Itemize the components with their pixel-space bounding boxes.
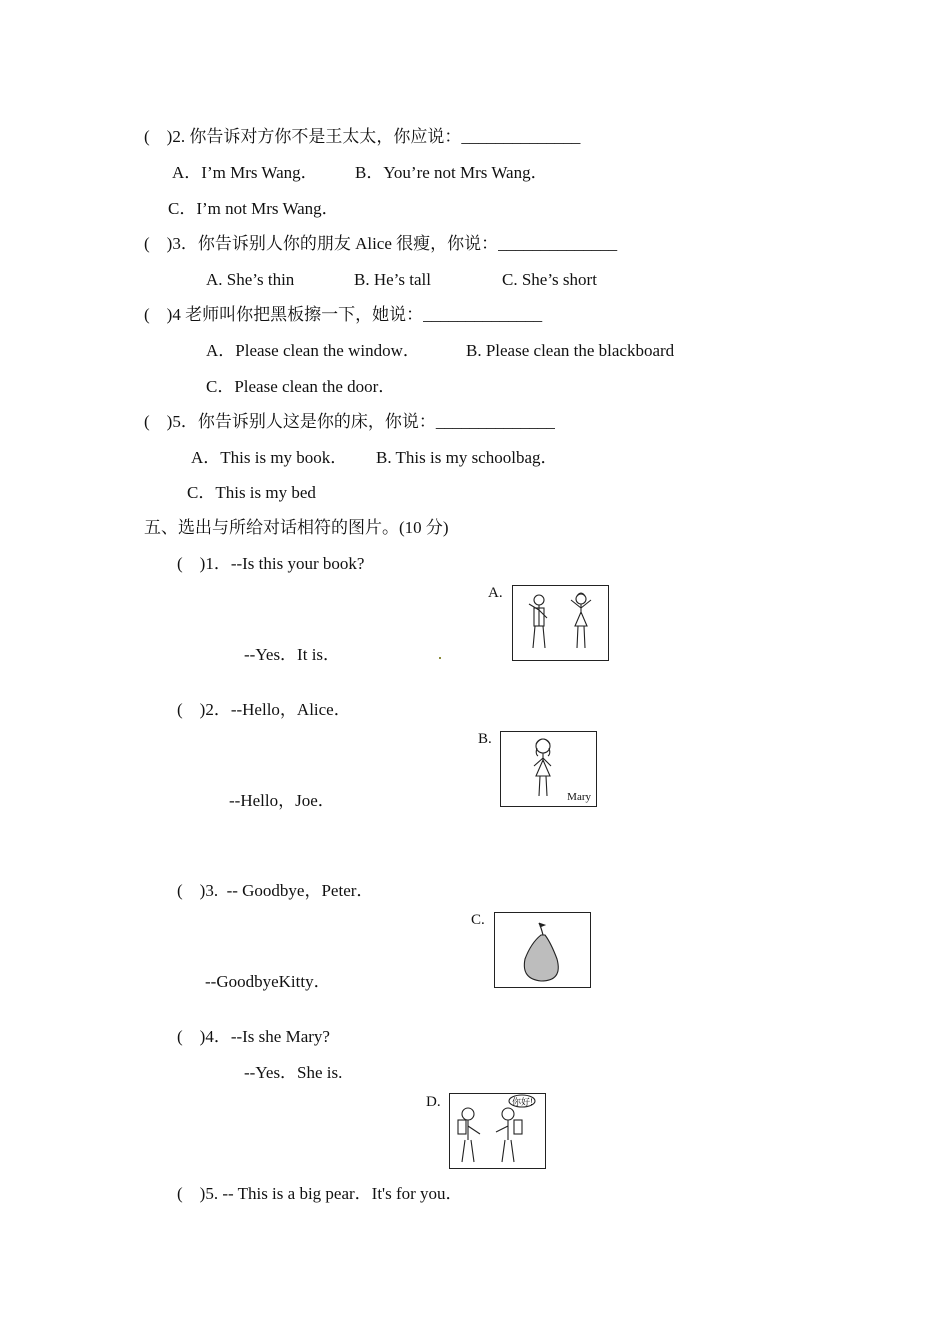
dialog-2-question: ( )2．--Hello，Alice．	[177, 700, 351, 719]
q3-option-b: B. He’s tall	[354, 270, 431, 289]
q5-option-c: C．This is my bed	[187, 483, 316, 502]
q3-option-c: C. She’s short	[502, 270, 597, 289]
dialog-3-question: ( )3. -- Goodbye，Peter．	[177, 881, 374, 900]
q4-option-b: B. Please clean the blackboard	[466, 341, 675, 360]
stray-dot	[439, 657, 441, 659]
speech-bubble: 你好!	[512, 1097, 533, 1107]
two-children-icon	[513, 586, 608, 660]
q4-option-a: A．Please clean the window．	[206, 341, 420, 360]
dialog-5-question: ( )5. -- This is a big pear．It's for you．	[177, 1184, 463, 1203]
dialog-1-question: ( )1．--Is this your book?	[177, 554, 365, 573]
mary-caption: Mary	[567, 791, 591, 803]
dialog-3-answer: --GoodbyeKitty．	[205, 972, 331, 991]
q2-option-b: B．You’re not Mrs Wang．	[355, 163, 548, 182]
picture-c-pear	[494, 912, 591, 988]
q2-option-a: A．I’m Mrs Wang．	[172, 163, 318, 182]
q2-option-c: C．I’m not Mrs Wang．	[168, 199, 339, 218]
q5-option-b: B. This is my schoolbag．	[376, 448, 558, 467]
q5-stem: ( )5．你告诉别人这是你的床，你说：______________	[144, 412, 555, 431]
picture-a-two-children	[512, 585, 609, 661]
picture-c-label: C.	[471, 912, 485, 928]
picture-d-greeting	[449, 1093, 546, 1169]
q3-option-a: A. She’s thin	[206, 270, 295, 289]
dialog-1-answer: --Yes．It is．	[244, 645, 341, 664]
q5-option-a: A．This is my book．	[191, 448, 348, 467]
picture-b-label: B.	[478, 731, 492, 747]
section-heading: 五、选出与所给对话相符的图片。(10 分)	[144, 518, 449, 537]
picture-d-label: D.	[426, 1094, 441, 1110]
picture-b-mary	[500, 731, 597, 807]
pear-icon	[495, 913, 590, 987]
dialog-2-answer: --Hello，Joe．	[229, 791, 335, 810]
q3-stem: ( )3．你告诉别人你的朋友 Alice 很瘦，你说：______________	[144, 234, 618, 253]
picture-a-label: A.	[488, 585, 503, 601]
q2-stem: ( )2. 你告诉对方你不是王太太，你应说：______________	[144, 127, 581, 146]
dialog-4-question: ( )4．--Is she Mary?	[177, 1027, 330, 1046]
dialog-4-answer: --Yes．She is.	[244, 1063, 343, 1082]
q4-option-c: C．Please clean the door．	[206, 377, 396, 396]
q4-stem: ( )4 老师叫你把黑板擦一下，她说：______________	[144, 305, 543, 324]
